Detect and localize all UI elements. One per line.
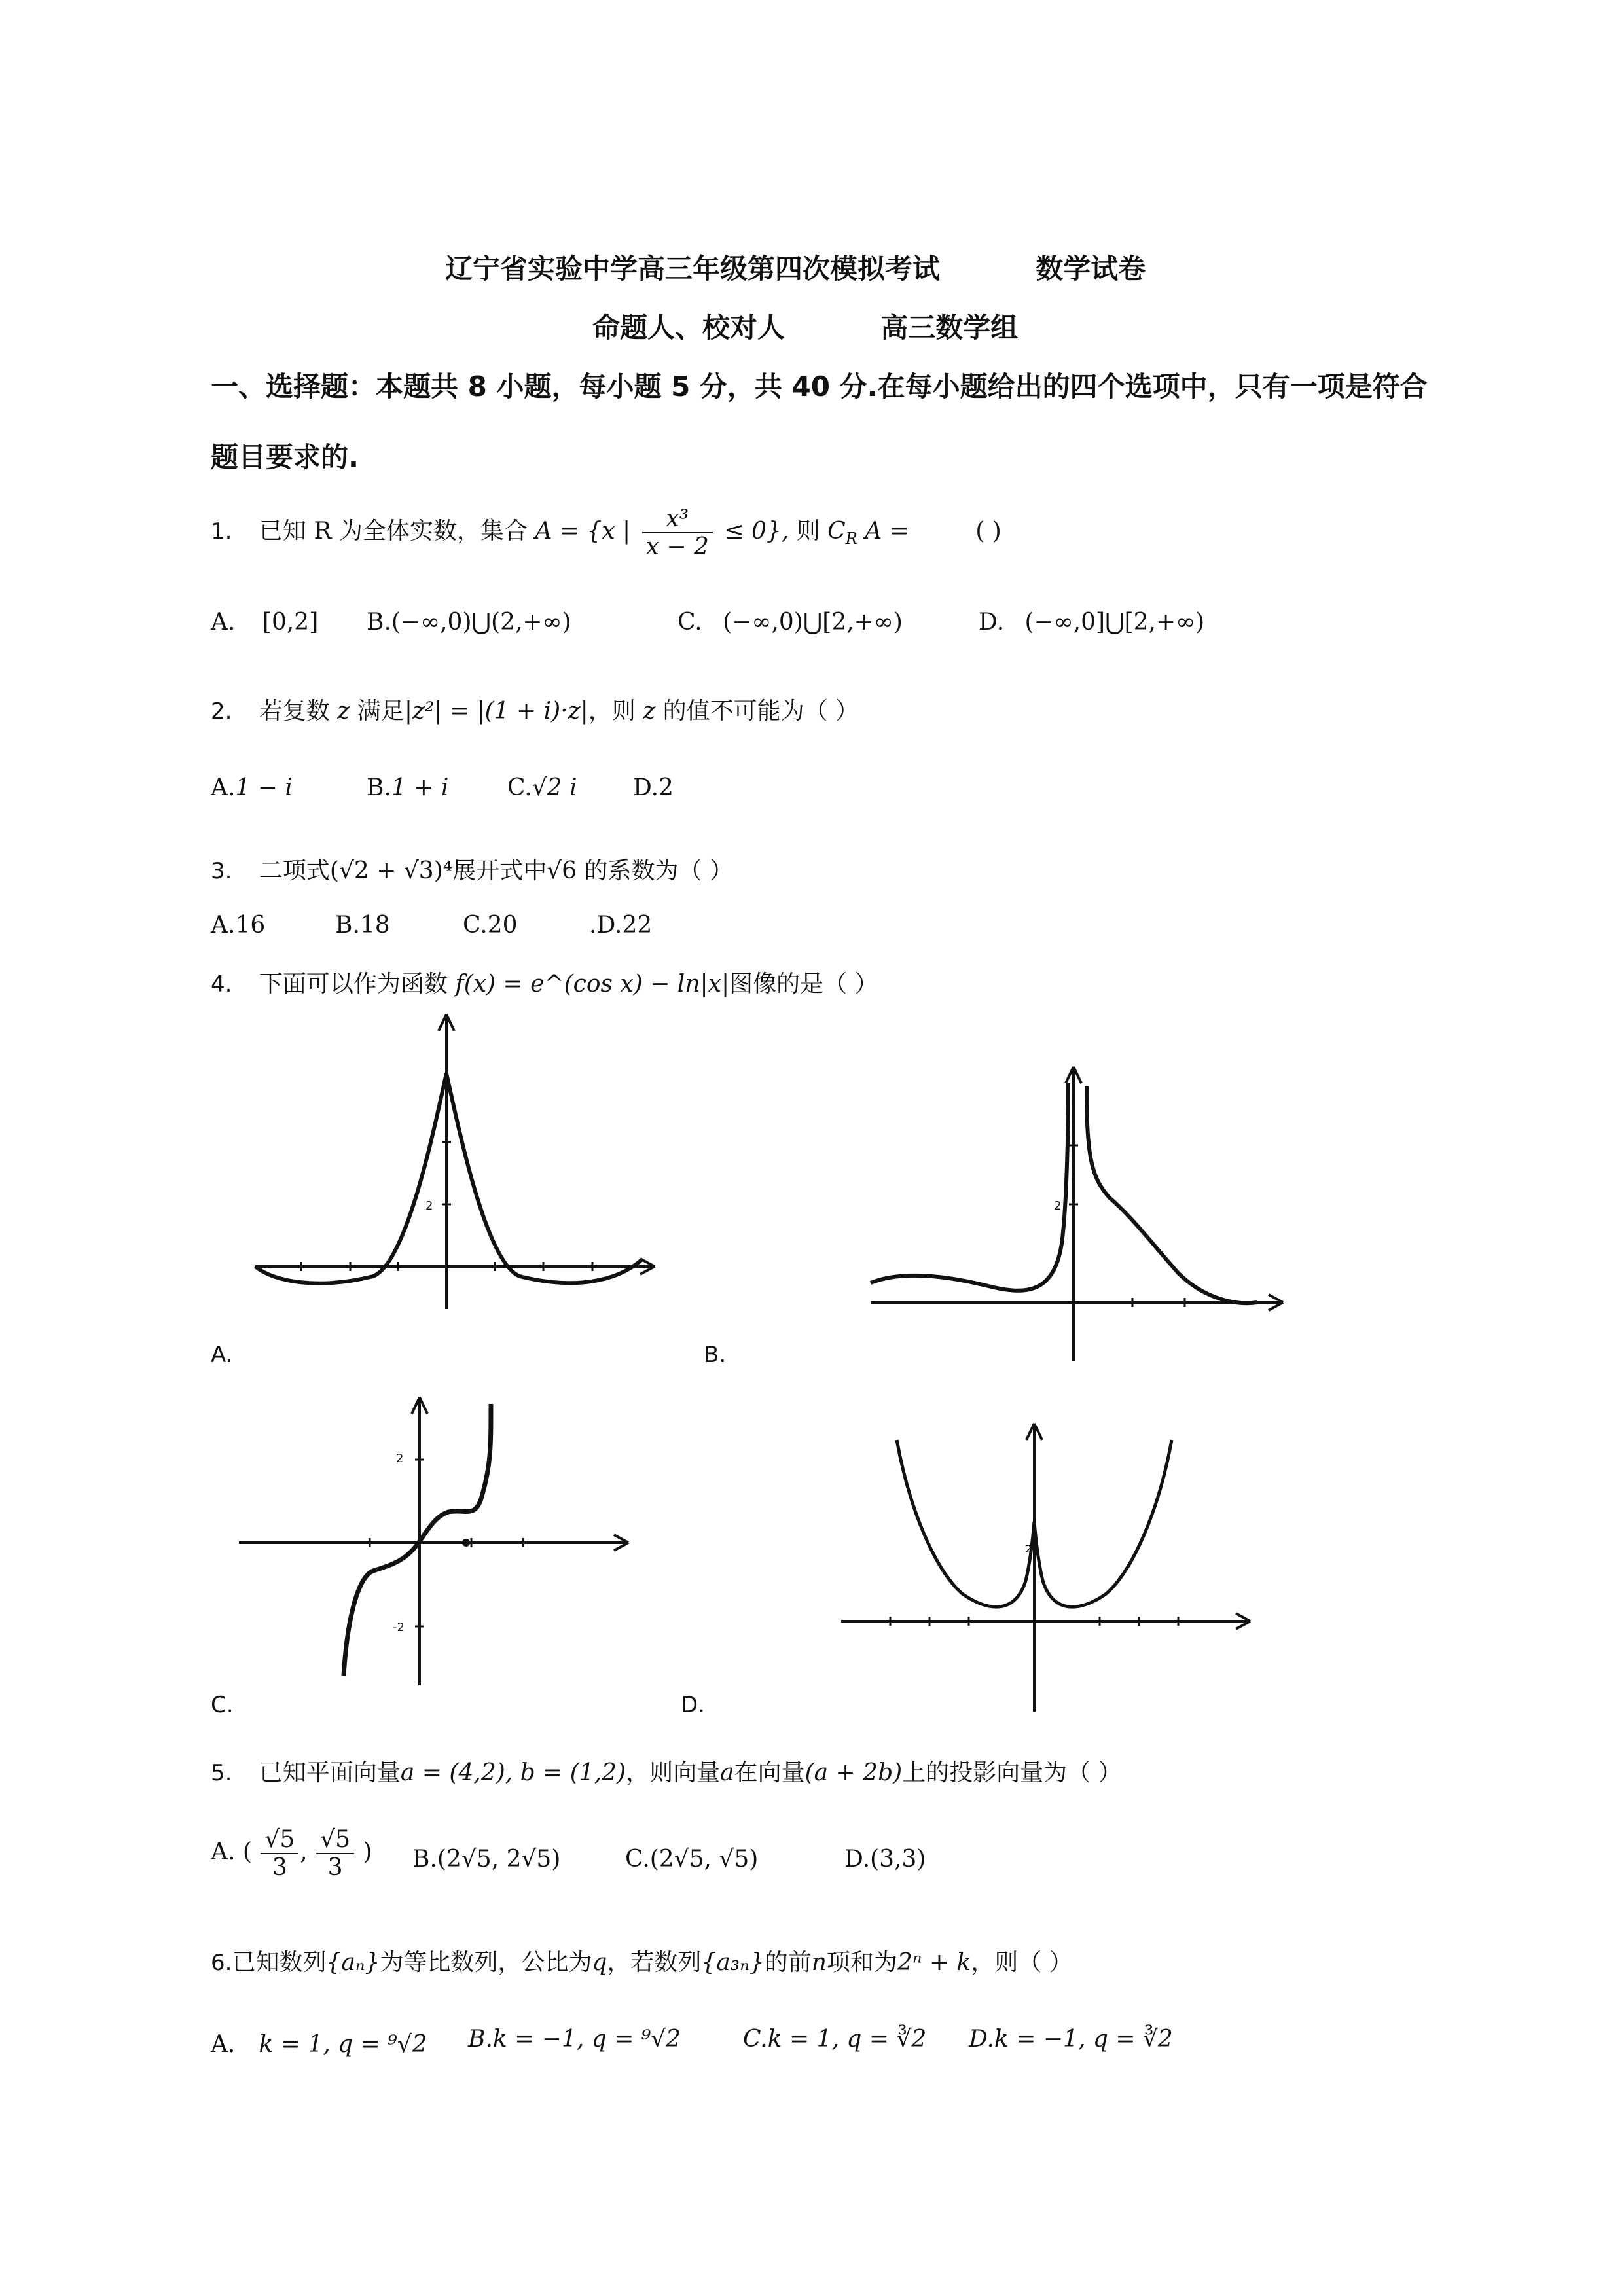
graph-c bbox=[232, 1388, 638, 1689]
q1-option-d: D. (−∞,0]⋃[2,+∞) bbox=[979, 609, 1205, 636]
question-text: 满足 bbox=[357, 698, 405, 725]
q1-option-b: B.(−∞,0)⋃(2,+∞) bbox=[367, 609, 571, 636]
question-text: 项和为 bbox=[826, 1949, 897, 1976]
q5-option-d: D.(3,3) bbox=[844, 1846, 926, 1873]
question-number: 2. bbox=[211, 698, 232, 725]
q1-option-c: C. (−∞,0)⋃[2,+∞) bbox=[677, 609, 903, 636]
set-left: A = {x | bbox=[535, 518, 631, 545]
q3-option-d: .D.22 bbox=[589, 912, 653, 939]
complement-subscript: R bbox=[845, 529, 857, 548]
curve-right bbox=[1087, 1086, 1257, 1303]
tick-label: -2 bbox=[393, 1621, 405, 1634]
curve-left bbox=[897, 1440, 1034, 1607]
question-text: 在向量 bbox=[734, 1759, 805, 1786]
question-3 bbox=[211, 852, 733, 886]
graph-b bbox=[857, 1047, 1290, 1361]
q6-option-c: C.k = 1, q = ∛2 bbox=[743, 2026, 927, 2053]
question-text: 若复数 bbox=[259, 698, 330, 725]
question-text: ，则（ ） bbox=[971, 1949, 1073, 1976]
question-text: 的值不可能为（ ） bbox=[662, 698, 859, 725]
graph-c-label: C. bbox=[211, 1692, 234, 1718]
tick-label: 2 bbox=[1025, 1543, 1032, 1555]
question-text: 为等比数列，公比为 bbox=[380, 1949, 592, 1976]
graph-a-label: A. bbox=[211, 1342, 233, 1368]
q3-option-c: C.20 bbox=[463, 912, 518, 939]
curve-left bbox=[871, 1083, 1068, 1291]
question-text: 已知 R 为全体实数，集合 bbox=[259, 518, 528, 545]
q6-option-a: A． k = 1, q = ⁹√2 bbox=[211, 2031, 427, 2058]
ratio-q: q bbox=[592, 1949, 607, 1976]
exam-title: 辽宁省实验中学高三年级第四次模拟考试 数学试卷 bbox=[445, 253, 1146, 285]
set-right: ≤ 0}, bbox=[724, 518, 789, 545]
axis-dot bbox=[462, 1539, 470, 1547]
question-text: 已知数列 bbox=[232, 1949, 327, 1976]
graph-b-label: B. bbox=[704, 1342, 727, 1368]
question-text: ，则向量 bbox=[626, 1759, 721, 1786]
section-heading: 一、选择题：本题共 8 小题，每小题 5 分，共 40 分.在每小题给出的四个选项中，只有一项是符合题目要求的. bbox=[211, 370, 1428, 473]
graph-a bbox=[249, 1008, 668, 1309]
question-text: 的系数为（ ） bbox=[584, 857, 733, 884]
q1-option-a: A. [0,2] bbox=[211, 609, 319, 636]
binomial-expr: (√2 + √3)⁴ bbox=[329, 857, 453, 884]
question-text: ，则 bbox=[588, 698, 636, 725]
then-word: 则 bbox=[796, 518, 820, 545]
q2-option-b: B.1 + i bbox=[367, 774, 449, 801]
q2-option-d: D.2 bbox=[633, 774, 674, 801]
fraction bbox=[642, 505, 713, 560]
denominator: x − 2 bbox=[645, 533, 709, 560]
question-text: 下面可以作为函数 bbox=[259, 971, 448, 997]
q6-option-d: D.k = −1, q = ∛2 bbox=[969, 2026, 1173, 2053]
numerator: x³ bbox=[642, 505, 713, 533]
tick-label: 2 bbox=[425, 1199, 433, 1213]
curve bbox=[255, 1073, 641, 1283]
answer-paren: ( ) bbox=[975, 518, 1001, 545]
q3-option-a: A.16 bbox=[211, 912, 266, 939]
q2-option-c: C.√2 i bbox=[507, 774, 577, 801]
q3-option-b: B.18 bbox=[335, 912, 390, 939]
tick-label: 2 bbox=[396, 1452, 404, 1465]
q2-option-a: A.1 − i bbox=[211, 774, 293, 801]
sequence-a3n: {a₃ₙ} bbox=[701, 1949, 765, 1976]
term-expr: √6 bbox=[547, 857, 577, 884]
vector-defs: a = (4,2), b = (1,2) bbox=[400, 1759, 626, 1786]
variable-z: z bbox=[337, 698, 350, 725]
question-number: 6. bbox=[211, 1950, 232, 1976]
exam-subtitle: 命题人、校对人 高三数学组 bbox=[592, 312, 1019, 344]
function-expr: f(x) = e^(cos x) − ln|x| bbox=[455, 971, 730, 997]
graph-d bbox=[838, 1407, 1263, 1715]
question-text: 二项式 bbox=[259, 857, 330, 884]
question-text: ，若数列 bbox=[607, 1949, 702, 1976]
question-number: 1. bbox=[211, 518, 232, 545]
graph-d-label: D. bbox=[681, 1692, 705, 1718]
curve-right bbox=[1034, 1440, 1172, 1607]
question-text: 的前 bbox=[764, 1949, 812, 1976]
question-text: 展开式中 bbox=[452, 857, 547, 884]
vector-a: a bbox=[720, 1759, 734, 1786]
variable-z: z bbox=[643, 698, 656, 725]
question-2 bbox=[211, 692, 859, 726]
question-1 bbox=[211, 505, 1001, 560]
question-5 bbox=[211, 1754, 1122, 1787]
q5-option-a: A. ( $\frac{√5}{3}$ , $\frac{√5}{3}$ ) bbox=[211, 1826, 372, 1881]
q5-option-c: C.(2√5, √5) bbox=[625, 1846, 759, 1873]
complement-rest: A = bbox=[865, 518, 909, 545]
sequence-a: {aₙ} bbox=[326, 1949, 380, 1976]
question-text: 图像的是（ ） bbox=[729, 971, 878, 997]
question-text: 已知平面向量 bbox=[259, 1759, 401, 1786]
q5-option-b: B.(2√5, 2√5) bbox=[412, 1846, 561, 1873]
question-text: 上的投影向量为（ ） bbox=[902, 1759, 1122, 1786]
complement-symbol: C bbox=[827, 518, 846, 545]
q6-option-b: B.k = −1, q = ⁹√2 bbox=[468, 2026, 681, 2053]
variable-n: n bbox=[811, 1949, 827, 1976]
vector-sum: (a + 2b) bbox=[804, 1759, 903, 1786]
question-number: 4. bbox=[211, 971, 232, 997]
question-4 bbox=[211, 965, 878, 999]
question-number: 3. bbox=[211, 858, 232, 884]
tick-label: 2 bbox=[1054, 1199, 1062, 1213]
sum-expr: 2ⁿ + k bbox=[897, 1949, 971, 1976]
question-6 bbox=[211, 1944, 1073, 1977]
curve bbox=[344, 1404, 491, 1676]
question-number: 5. bbox=[211, 1760, 232, 1786]
condition-expr: |z²| = |(1 + i)·z| bbox=[404, 698, 588, 725]
